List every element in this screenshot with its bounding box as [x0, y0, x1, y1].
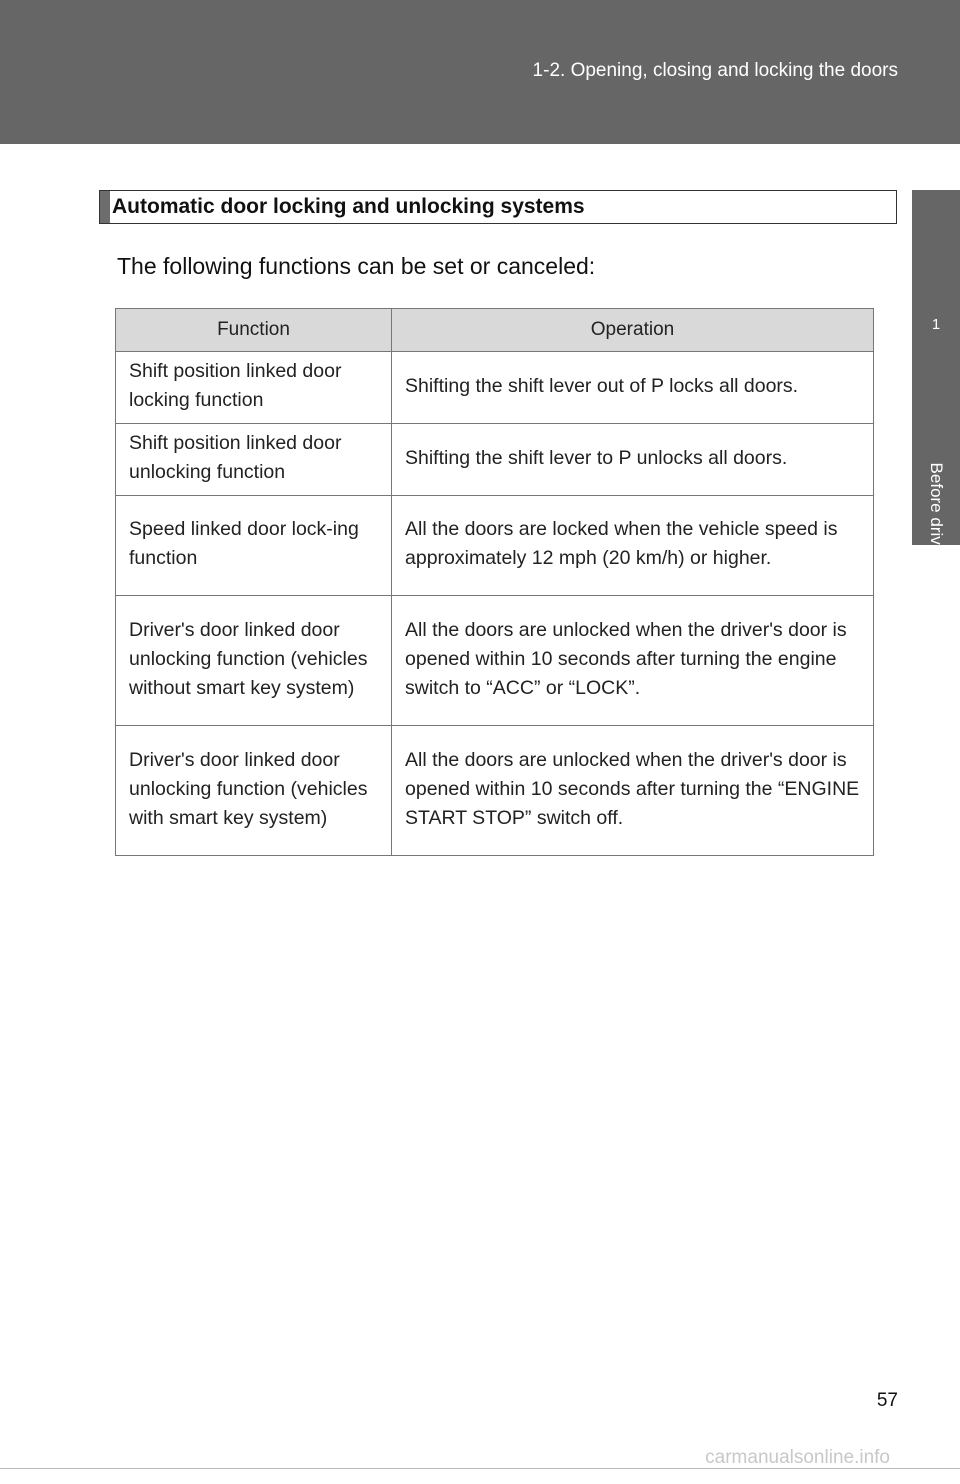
page-number: 57 — [876, 1390, 898, 1411]
chapter-label: Before driving — [927, 462, 946, 568]
table-row — [116, 596, 874, 726]
functions-table — [115, 308, 874, 856]
operation-cell: All the doors are unlocked when the driver's door is opened within 10 seconds after turning the engine switch to “ACC” or “LOCK”. — [392, 596, 874, 726]
chapter-side-tab — [912, 190, 960, 568]
operation-cell: All the doors are unlocked when the driver's door is opened within 10 seconds after turning the “ENGINE START STOP” switch off. — [392, 726, 874, 856]
function-cell: Speed linked door lock-ing function — [116, 496, 392, 596]
operation-cell: Shifting the shift lever to P unlocks all doors. — [392, 424, 874, 496]
header-function: Function — [116, 309, 392, 352]
breadcrumb: 1-2. Opening, closing and locking the doors — [532, 60, 898, 81]
section-heading-title: Automatic door locking and unlocking systems — [112, 195, 585, 218]
chapter-number: 1 — [931, 316, 941, 333]
operation-cell: All the doors are locked when the vehicle speed is approximately 12 mph (20 km/h) or higher. — [392, 496, 874, 596]
section-heading — [99, 190, 897, 224]
table-row — [116, 726, 874, 856]
operation-cell: Shifting the shift lever out of P locks all doors. — [392, 352, 874, 424]
function-cell: Driver's door linked door unlocking function (vehicles with smart key system) — [116, 726, 392, 856]
intro-text: The following functions can be set or canceled: — [117, 253, 596, 279]
watermark: carmanualsonline.info — [705, 1447, 890, 1468]
table-row — [116, 352, 874, 424]
header-band — [0, 0, 960, 144]
heading-accent-bar — [100, 191, 110, 223]
table-header-row — [116, 309, 874, 352]
function-cell: Shift position linked door locking function — [116, 352, 392, 424]
function-cell: Shift position linked door unlocking function — [116, 424, 392, 496]
header-operation: Operation — [392, 309, 874, 352]
table-row — [116, 424, 874, 496]
table-row — [116, 496, 874, 596]
function-cell: Driver's door linked door unlocking function (vehicles without smart key system) — [116, 596, 392, 726]
